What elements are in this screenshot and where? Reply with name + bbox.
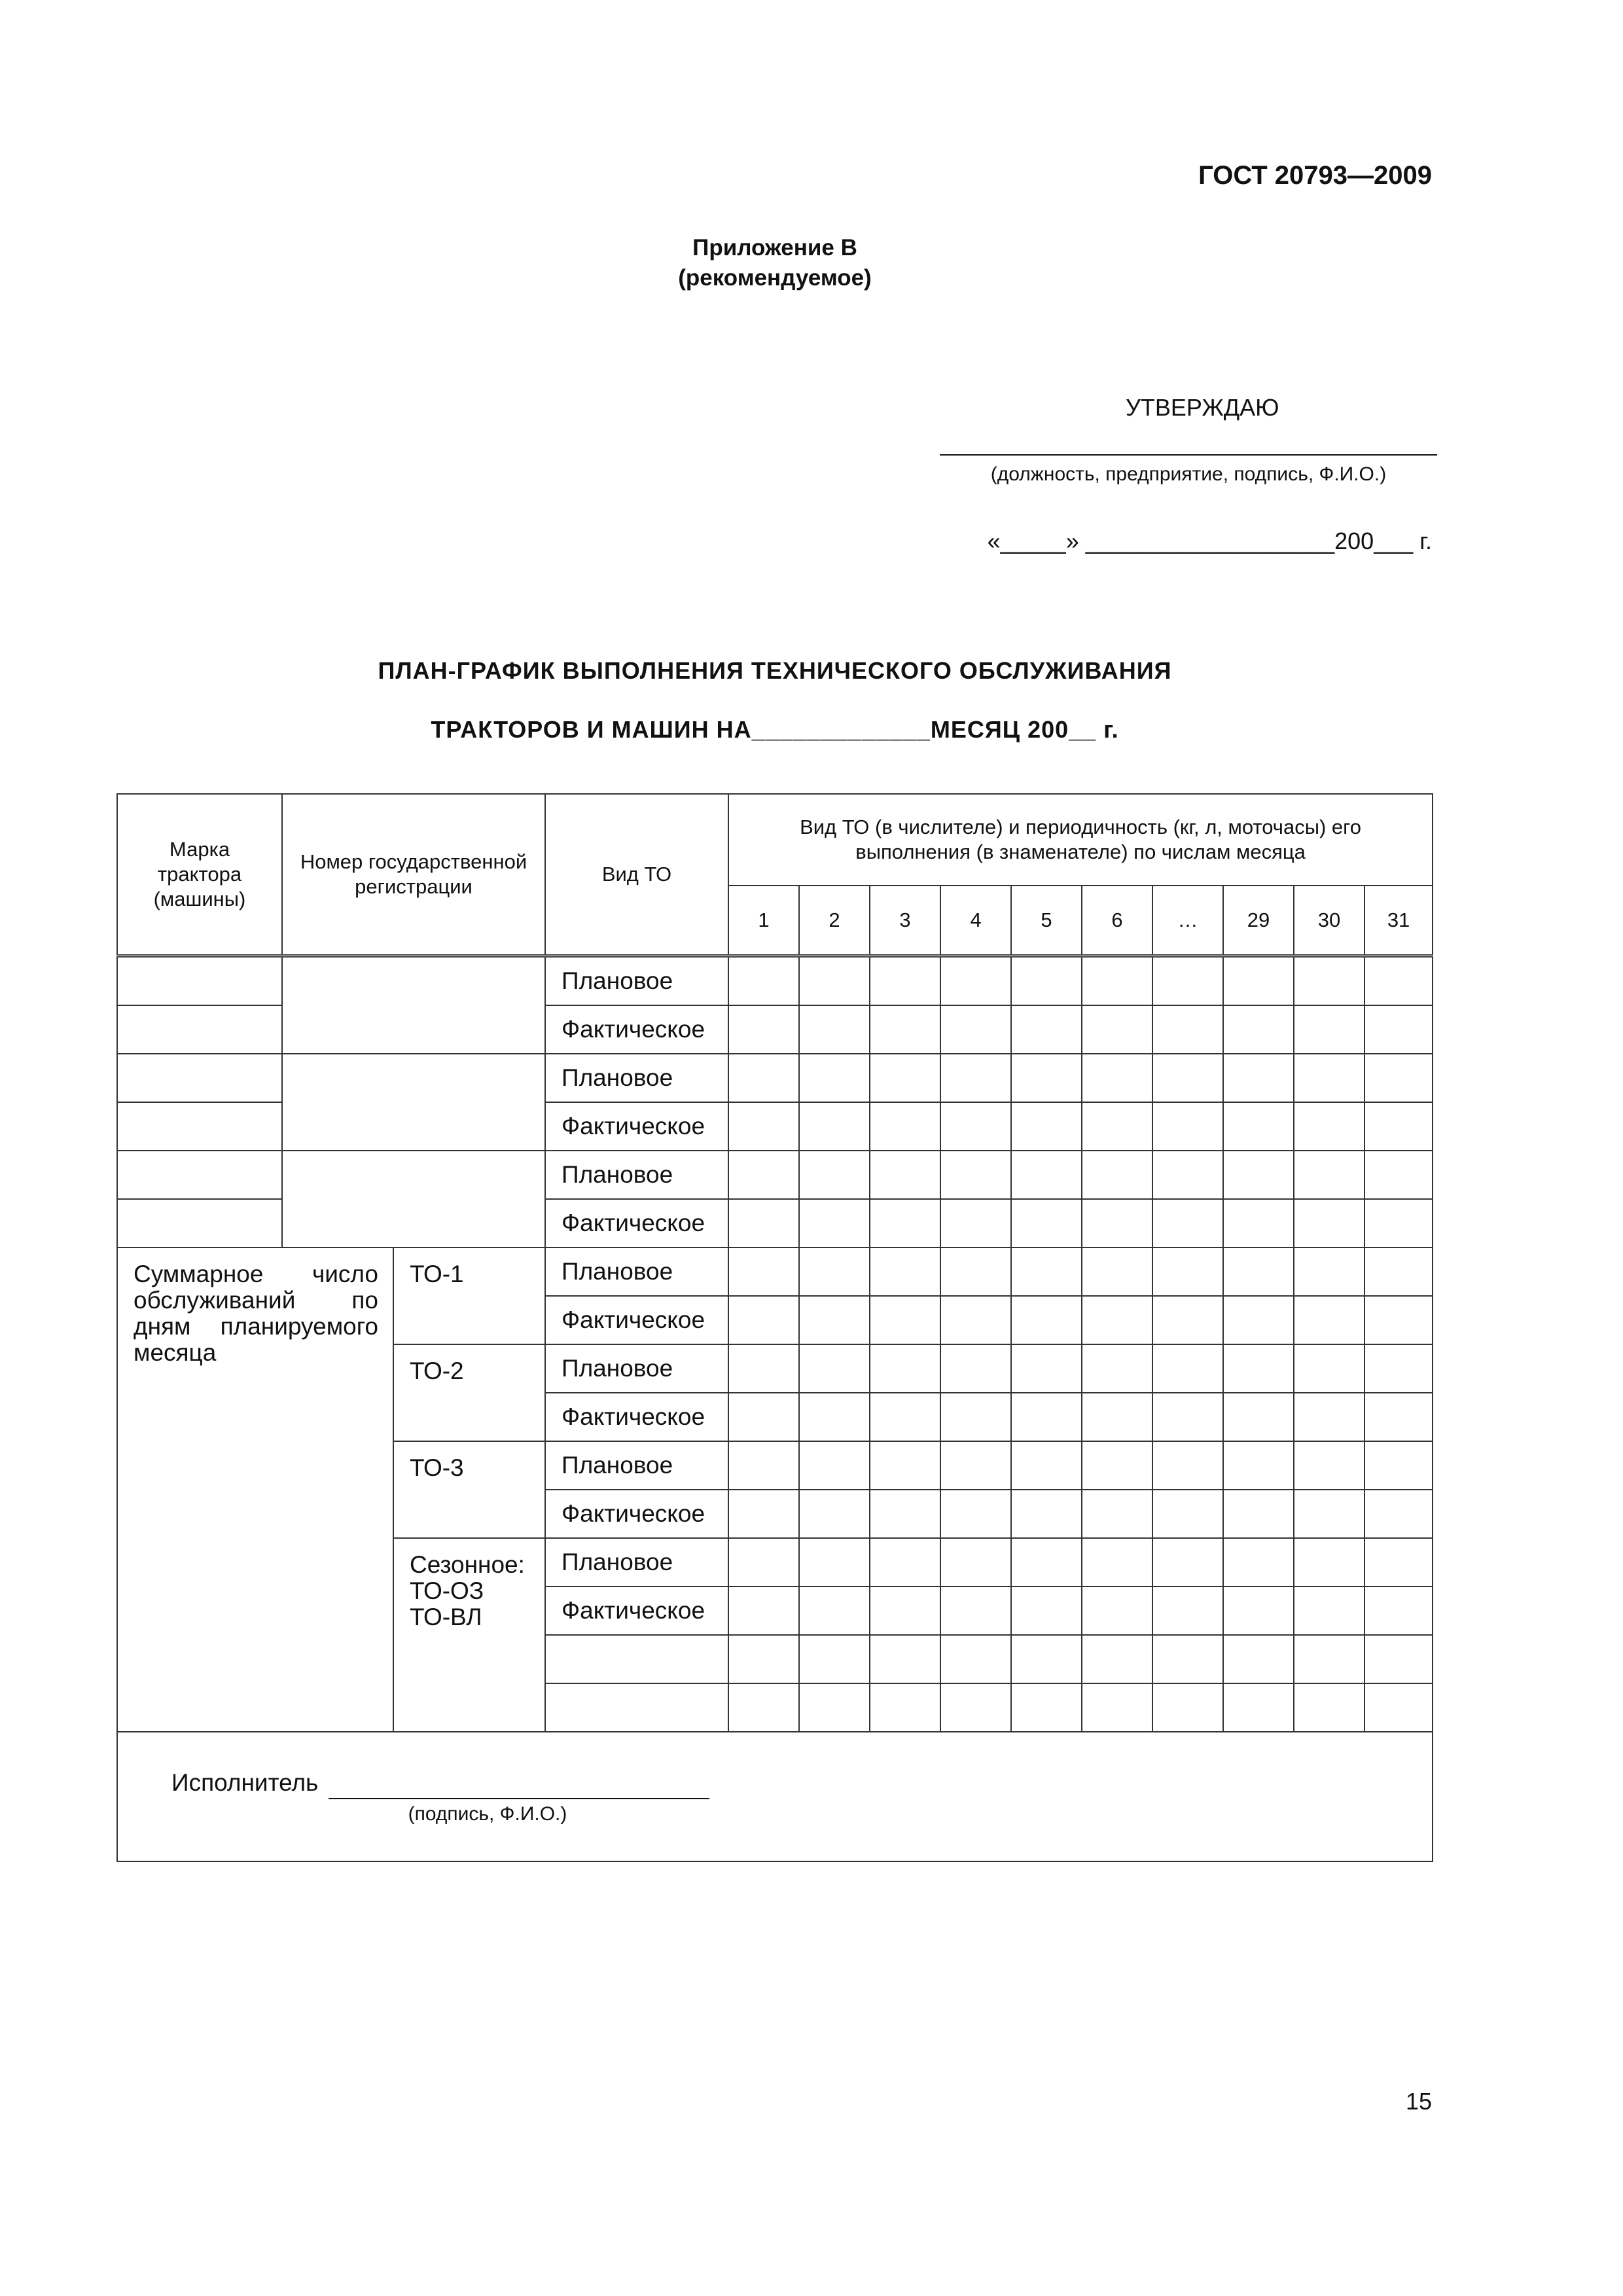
day-cell[interactable] bbox=[728, 1247, 799, 1296]
day-cell[interactable] bbox=[1152, 1683, 1223, 1732]
day-cell[interactable] bbox=[728, 1538, 799, 1587]
day-header: 4 bbox=[940, 886, 1011, 956]
day-cell[interactable] bbox=[1152, 1151, 1223, 1199]
day-cell[interactable] bbox=[1294, 1005, 1364, 1054]
day-cell[interactable] bbox=[1223, 1683, 1294, 1732]
day-cell[interactable] bbox=[1152, 956, 1223, 1006]
day-cell[interactable] bbox=[1011, 1344, 1082, 1393]
day-cell[interactable] bbox=[799, 1683, 870, 1732]
day-cell[interactable] bbox=[1364, 1199, 1433, 1247]
day-cell[interactable] bbox=[1082, 1344, 1152, 1393]
day-header: 29 bbox=[1223, 886, 1294, 956]
header-reg-number: Номер государственной регистрации bbox=[282, 794, 545, 956]
label-cell-empty[interactable] bbox=[545, 1683, 728, 1732]
day-header: 1 bbox=[728, 886, 799, 956]
day-cell[interactable] bbox=[799, 1490, 870, 1538]
day-cell[interactable] bbox=[1223, 1441, 1294, 1490]
day-header: 5 bbox=[1011, 886, 1082, 956]
day-cell[interactable] bbox=[1294, 1683, 1364, 1732]
day-cell[interactable] bbox=[1294, 956, 1364, 1006]
day-cell[interactable] bbox=[870, 1296, 940, 1344]
day-cell[interactable] bbox=[1294, 1102, 1364, 1151]
day-cell[interactable] bbox=[1011, 1538, 1082, 1587]
day-cell[interactable] bbox=[728, 1683, 799, 1732]
day-cell[interactable] bbox=[1223, 1490, 1294, 1538]
day-cell[interactable] bbox=[1082, 1054, 1152, 1102]
day-cell[interactable] bbox=[728, 1296, 799, 1344]
reg-number-cell[interactable] bbox=[282, 1054, 545, 1151]
day-cell[interactable] bbox=[1011, 1005, 1082, 1054]
day-cell[interactable] bbox=[1223, 1296, 1294, 1344]
label-cell-empty[interactable] bbox=[545, 1635, 728, 1683]
day-cell[interactable] bbox=[1082, 956, 1152, 1006]
day-cell[interactable] bbox=[1294, 1490, 1364, 1538]
day-cell[interactable] bbox=[1011, 1635, 1082, 1683]
brand-cell[interactable] bbox=[117, 1054, 282, 1102]
day-cell[interactable] bbox=[1364, 1296, 1433, 1344]
day-cell[interactable] bbox=[728, 1393, 799, 1441]
day-cell[interactable] bbox=[799, 1538, 870, 1587]
actual-label: Фактическое bbox=[545, 1490, 728, 1538]
day-cell[interactable] bbox=[940, 1683, 1011, 1732]
executor-label: Исполнитель bbox=[171, 1769, 319, 1796]
approval-date-line: «_____» ___________________200___ г. bbox=[987, 528, 1432, 554]
day-cell[interactable] bbox=[1223, 1005, 1294, 1054]
day-cell[interactable] bbox=[940, 1005, 1011, 1054]
day-cell[interactable] bbox=[1152, 1490, 1223, 1538]
day-cell[interactable] bbox=[1082, 1587, 1152, 1635]
brand-cell[interactable] bbox=[117, 1005, 282, 1054]
day-cell[interactable] bbox=[1364, 1054, 1433, 1102]
day-cell[interactable] bbox=[1011, 1054, 1082, 1102]
day-cell[interactable] bbox=[1294, 1199, 1364, 1247]
day-cell[interactable] bbox=[799, 1054, 870, 1102]
day-cell[interactable] bbox=[940, 1199, 1011, 1247]
day-header: 31 bbox=[1364, 886, 1433, 956]
executor-row bbox=[117, 1732, 1433, 1861]
day-cell[interactable] bbox=[940, 1151, 1011, 1199]
day-cell[interactable] bbox=[870, 1538, 940, 1587]
day-cell[interactable] bbox=[1152, 1296, 1223, 1344]
day-cell[interactable] bbox=[1011, 1441, 1082, 1490]
day-cell[interactable] bbox=[1294, 1344, 1364, 1393]
day-cell[interactable] bbox=[870, 1005, 940, 1054]
day-cell[interactable] bbox=[1223, 956, 1294, 1006]
table-row bbox=[117, 1247, 1433, 1296]
planned-label: Плановое bbox=[545, 1247, 728, 1296]
document-number: ГОСТ 20793—2009 bbox=[1198, 161, 1432, 190]
day-cell[interactable] bbox=[1011, 1247, 1082, 1296]
day-cell[interactable] bbox=[870, 1199, 940, 1247]
day-cell[interactable] bbox=[1152, 1587, 1223, 1635]
to2-label: ТО-2 bbox=[393, 1344, 545, 1441]
seasonal-to-vl: ТО-ВЛ bbox=[410, 1604, 482, 1630]
day-cell[interactable] bbox=[799, 1441, 870, 1490]
brand-cell[interactable] bbox=[117, 1102, 282, 1151]
day-cell[interactable] bbox=[1364, 1683, 1433, 1732]
day-cell[interactable] bbox=[1152, 1247, 1223, 1296]
day-cell[interactable] bbox=[728, 1587, 799, 1635]
day-cell[interactable] bbox=[1364, 1538, 1433, 1587]
day-cell[interactable] bbox=[1223, 1054, 1294, 1102]
actual-label: Фактическое bbox=[545, 1296, 728, 1344]
to3-label: ТО-3 bbox=[393, 1441, 545, 1538]
header-to-type: Вид ТО bbox=[545, 794, 728, 956]
day-cell[interactable] bbox=[1223, 1247, 1294, 1296]
day-cell[interactable] bbox=[1082, 1538, 1152, 1587]
day-header: 6 bbox=[1082, 886, 1152, 956]
day-cell[interactable] bbox=[799, 1635, 870, 1683]
day-cell[interactable] bbox=[1364, 956, 1433, 1006]
executor-signature-line[interactable] bbox=[329, 1798, 709, 1799]
day-cell[interactable] bbox=[1364, 1344, 1433, 1393]
day-cell[interactable] bbox=[870, 1151, 940, 1199]
day-cell[interactable] bbox=[1294, 1247, 1364, 1296]
day-cell[interactable] bbox=[1152, 1441, 1223, 1490]
day-cell[interactable] bbox=[1082, 1102, 1152, 1151]
day-cell[interactable] bbox=[870, 1102, 940, 1151]
day-cell[interactable] bbox=[1294, 1054, 1364, 1102]
day-cell[interactable] bbox=[1223, 1393, 1294, 1441]
day-cell[interactable] bbox=[940, 1587, 1011, 1635]
day-cell[interactable] bbox=[1294, 1393, 1364, 1441]
planned-label: Плановое bbox=[545, 1151, 728, 1199]
day-cell[interactable] bbox=[1364, 1247, 1433, 1296]
day-cell[interactable] bbox=[1294, 1635, 1364, 1683]
plan-title-line1: ПЛАН-ГРАФИК ВЫПОЛНЕНИЯ ТЕХНИЧЕСКОГО ОБСЛУЖИВАНИЯ bbox=[378, 657, 1172, 684]
day-cell[interactable] bbox=[1294, 1441, 1364, 1490]
brand-cell[interactable] bbox=[117, 1151, 282, 1199]
day-cell[interactable] bbox=[940, 1441, 1011, 1490]
day-cell[interactable] bbox=[870, 1490, 940, 1538]
approval-caption: (должность, предприятие, подпись, Ф.И.О.) bbox=[990, 463, 1387, 485]
planned-label: Плановое bbox=[545, 1054, 728, 1102]
day-cell[interactable] bbox=[1011, 1490, 1082, 1538]
day-cell[interactable] bbox=[1082, 1005, 1152, 1054]
annex-title: Приложение В bbox=[692, 235, 857, 260]
day-cell[interactable] bbox=[728, 1102, 799, 1151]
day-cell[interactable] bbox=[1294, 1587, 1364, 1635]
day-cell[interactable] bbox=[1011, 1683, 1082, 1732]
day-cell[interactable] bbox=[1364, 1393, 1433, 1441]
day-header: … bbox=[1152, 886, 1223, 956]
day-cell[interactable] bbox=[870, 1393, 940, 1441]
day-cell[interactable] bbox=[1011, 1393, 1082, 1441]
annex-type: (рекомендуемое) bbox=[678, 265, 872, 291]
day-cell[interactable] bbox=[1011, 1102, 1082, 1151]
day-cell[interactable] bbox=[1294, 1296, 1364, 1344]
day-header: 3 bbox=[870, 886, 940, 956]
day-cell[interactable] bbox=[870, 1344, 940, 1393]
day-cell[interactable] bbox=[1223, 1199, 1294, 1247]
planned-label: Плановое bbox=[545, 956, 728, 1006]
day-cell[interactable] bbox=[1011, 956, 1082, 1006]
day-cell[interactable] bbox=[728, 1344, 799, 1393]
day-cell[interactable] bbox=[1152, 1102, 1223, 1151]
brand-cell[interactable] bbox=[117, 956, 282, 1006]
day-cell[interactable] bbox=[799, 1151, 870, 1199]
actual-label: Фактическое bbox=[545, 1393, 728, 1441]
day-cell[interactable] bbox=[1294, 1151, 1364, 1199]
day-cell[interactable] bbox=[1082, 1441, 1152, 1490]
day-cell[interactable] bbox=[870, 956, 940, 1006]
day-cell[interactable] bbox=[1082, 1247, 1152, 1296]
day-cell[interactable] bbox=[1082, 1199, 1152, 1247]
day-cell[interactable] bbox=[1011, 1151, 1082, 1199]
planned-label: Плановое bbox=[545, 1441, 728, 1490]
approval-label: УТВЕРЖДАЮ bbox=[1126, 394, 1279, 421]
day-cell[interactable] bbox=[1223, 1102, 1294, 1151]
seasonal-to-oz: ТО-ОЗ bbox=[410, 1577, 484, 1604]
day-cell[interactable] bbox=[870, 1054, 940, 1102]
day-cell[interactable] bbox=[940, 1393, 1011, 1441]
day-cell[interactable] bbox=[940, 1490, 1011, 1538]
day-cell[interactable] bbox=[1223, 1635, 1294, 1683]
day-cell[interactable] bbox=[799, 1296, 870, 1344]
day-cell[interactable] bbox=[940, 1538, 1011, 1587]
day-cell[interactable] bbox=[1364, 1587, 1433, 1635]
day-cell[interactable] bbox=[1082, 1635, 1152, 1683]
header-periodicity: Вид ТО (в числителе) и периодичность (кг, л, моточасы) его выполнения (в знаменателе) по числам месяца bbox=[728, 794, 1433, 886]
day-cell[interactable] bbox=[799, 1005, 870, 1054]
day-cell[interactable] bbox=[1152, 1005, 1223, 1054]
to1-label: ТО-1 bbox=[393, 1247, 545, 1344]
day-cell[interactable] bbox=[940, 1296, 1011, 1344]
day-cell[interactable] bbox=[1082, 1296, 1152, 1344]
actual-label: Фактическое bbox=[545, 1005, 728, 1054]
day-cell[interactable] bbox=[728, 1005, 799, 1054]
table-row bbox=[117, 1054, 1433, 1102]
day-cell[interactable] bbox=[940, 1247, 1011, 1296]
day-cell[interactable] bbox=[1152, 1199, 1223, 1247]
day-cell[interactable] bbox=[1011, 1296, 1082, 1344]
day-cell[interactable] bbox=[1364, 1490, 1433, 1538]
day-cell[interactable] bbox=[1152, 1538, 1223, 1587]
planned-label: Плановое bbox=[545, 1344, 728, 1393]
executor-cell bbox=[117, 1732, 1433, 1861]
page-number: 15 bbox=[1405, 2088, 1432, 2115]
actual-label: Фактическое bbox=[545, 1199, 728, 1247]
day-cell[interactable] bbox=[1364, 1102, 1433, 1151]
day-cell[interactable] bbox=[728, 956, 799, 1006]
day-cell[interactable] bbox=[1152, 1393, 1223, 1441]
day-cell[interactable] bbox=[728, 1151, 799, 1199]
planned-label: Плановое bbox=[545, 1538, 728, 1587]
day-cell[interactable] bbox=[1082, 1683, 1152, 1732]
day-cell[interactable] bbox=[799, 1344, 870, 1393]
day-cell[interactable] bbox=[728, 1054, 799, 1102]
day-cell[interactable] bbox=[1294, 1538, 1364, 1587]
day-cell[interactable] bbox=[940, 1102, 1011, 1151]
day-cell[interactable] bbox=[728, 1441, 799, 1490]
day-cell[interactable] bbox=[1223, 1344, 1294, 1393]
day-cell[interactable] bbox=[940, 1344, 1011, 1393]
day-cell[interactable] bbox=[799, 1393, 870, 1441]
annex-heading bbox=[0, 233, 1550, 293]
day-cell[interactable] bbox=[870, 1635, 940, 1683]
day-cell[interactable] bbox=[870, 1247, 940, 1296]
day-header: 30 bbox=[1294, 886, 1364, 956]
table-row bbox=[117, 1151, 1433, 1199]
header-brand: Марка трактора (машины) bbox=[117, 794, 282, 956]
day-cell[interactable] bbox=[1152, 1054, 1223, 1102]
day-cell[interactable] bbox=[799, 956, 870, 1006]
approval-signature-line bbox=[940, 454, 1437, 456]
day-header: 2 bbox=[799, 886, 870, 956]
maintenance-schedule-table bbox=[116, 793, 1433, 1862]
day-cell[interactable] bbox=[1082, 1490, 1152, 1538]
day-cell[interactable] bbox=[799, 1199, 870, 1247]
day-cell[interactable] bbox=[870, 1683, 940, 1732]
seasonal-label bbox=[393, 1538, 545, 1732]
reg-number-cell[interactable] bbox=[282, 1151, 545, 1247]
brand-cell[interactable] bbox=[117, 1199, 282, 1247]
table-row bbox=[117, 956, 1433, 1006]
day-cell[interactable] bbox=[1223, 1538, 1294, 1587]
day-cell[interactable] bbox=[1152, 1635, 1223, 1683]
day-cell[interactable] bbox=[728, 1199, 799, 1247]
day-cell[interactable] bbox=[1082, 1393, 1152, 1441]
summary-label: Суммарное число обслуживаний по дням планируемого месяца bbox=[117, 1247, 393, 1732]
day-cell[interactable] bbox=[870, 1441, 940, 1490]
day-cell[interactable] bbox=[1223, 1151, 1294, 1199]
day-cell[interactable] bbox=[728, 1635, 799, 1683]
day-cell[interactable] bbox=[1364, 1151, 1433, 1199]
day-cell[interactable] bbox=[1011, 1587, 1082, 1635]
day-cell[interactable] bbox=[799, 1587, 870, 1635]
day-cell[interactable] bbox=[1152, 1344, 1223, 1393]
actual-label: Фактическое bbox=[545, 1587, 728, 1635]
day-cell[interactable] bbox=[1082, 1151, 1152, 1199]
header-row-1 bbox=[117, 794, 1433, 886]
day-cell[interactable] bbox=[799, 1102, 870, 1151]
day-cell[interactable] bbox=[1364, 1635, 1433, 1683]
day-cell[interactable] bbox=[940, 956, 1011, 1006]
day-cell[interactable] bbox=[940, 1054, 1011, 1102]
day-cell[interactable] bbox=[1364, 1005, 1433, 1054]
plan-title-line2: ТРАКТОРОВ И МАШИН НА_____________МЕСЯЦ 200__ г. bbox=[431, 716, 1119, 743]
day-cell[interactable] bbox=[728, 1490, 799, 1538]
reg-number-cell[interactable] bbox=[282, 956, 545, 1054]
day-cell[interactable] bbox=[940, 1635, 1011, 1683]
day-cell[interactable] bbox=[1223, 1587, 1294, 1635]
actual-label: Фактическое bbox=[545, 1102, 728, 1151]
day-cell[interactable] bbox=[870, 1587, 940, 1635]
seasonal-title: Сезонное: bbox=[410, 1551, 525, 1578]
day-cell[interactable] bbox=[799, 1247, 870, 1296]
executor-caption: (подпись, Ф.И.О.) bbox=[408, 1803, 567, 1825]
day-cell[interactable] bbox=[1011, 1199, 1082, 1247]
day-cell[interactable] bbox=[1364, 1441, 1433, 1490]
